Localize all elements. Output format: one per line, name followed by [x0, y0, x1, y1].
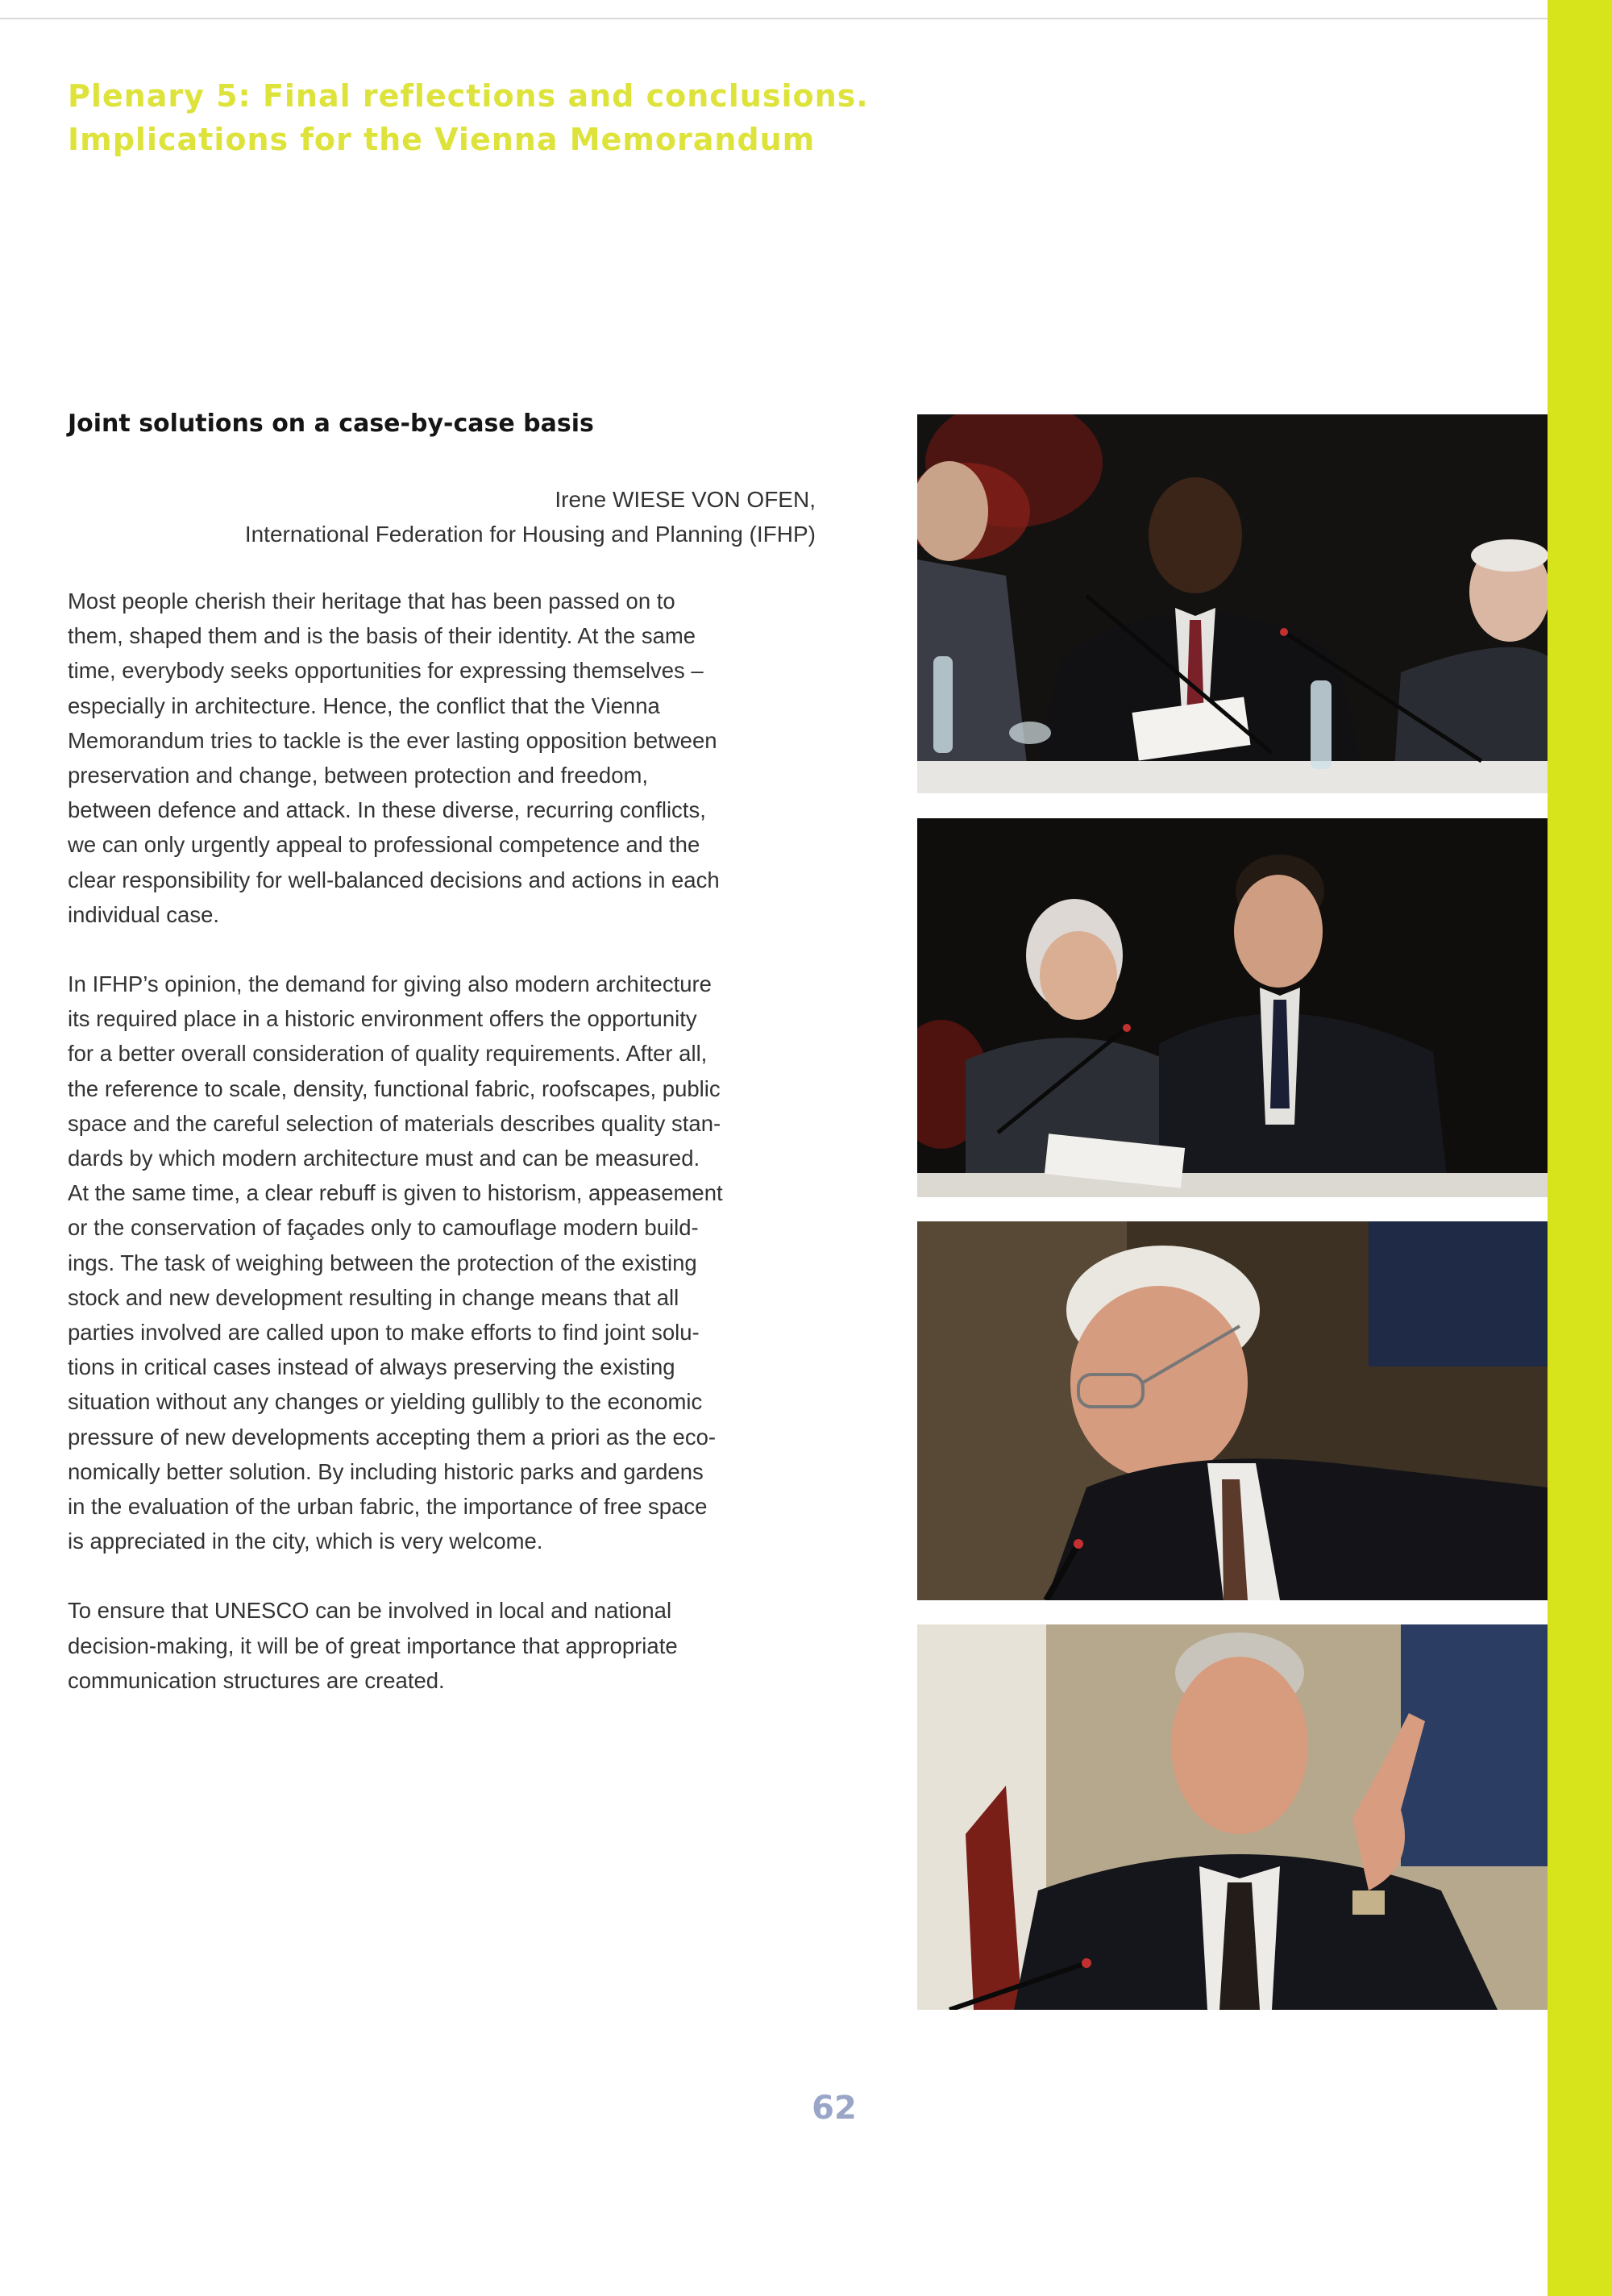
text-line: At the same time, a clear rebuff is given to historism, appeasement	[68, 1180, 723, 1206]
text-line: especially in architecture. Hence, the conflict that the Vienna	[68, 693, 660, 718]
text-line: ings. The task of weighing between the protection of the existing	[68, 1250, 697, 1275]
paragraph	[68, 967, 825, 1558]
photo-speaker-gesturing	[917, 1624, 1548, 2010]
text-line: clear responsibility for well-balanced decisions and actions in each	[68, 867, 720, 892]
top-rule	[0, 18, 1548, 19]
text-line: individual case.	[68, 901, 220, 927]
photo-illustration	[917, 1624, 1548, 2010]
text-line: Memorandum tries to tackle is the ever lasting opposition between	[68, 727, 717, 753]
text-line: communication structures are created.	[68, 1667, 445, 1693]
text-line: them, shaped them and is the basis of their identity. At the same	[68, 623, 696, 649]
photo-panel-speakers	[917, 414, 1548, 793]
heading-line: Implications for the Vienna Memorandum	[68, 122, 816, 157]
paragraph	[68, 1593, 825, 1698]
text-line: pressure of new developments accepting them a priori as the eco-	[68, 1424, 717, 1450]
text-line: in the evaluation of the urban fabric, the importance of free space	[68, 1494, 708, 1520]
photo-two-speakers	[917, 818, 1548, 1197]
paragraph	[68, 584, 825, 932]
text-line: is appreciated in the city, which is very welcome.	[68, 1529, 543, 1554]
text-line: or the conservation of façades only to camouflage modern build-	[68, 1215, 699, 1241]
page-heading	[68, 74, 874, 161]
text-line: time, everybody seeks opportunities for expressing themselves –	[68, 658, 704, 684]
text-line: nomically better solution. By including historic parks and gardens	[68, 1458, 704, 1484]
heading-line: Plenary 5: Final reflections and conclusions.	[68, 78, 869, 114]
text-line: preservation and change, between protection and freedom,	[68, 763, 649, 788]
author-block	[68, 482, 816, 551]
text-line: stock and new development resulting in change means that all	[68, 1284, 679, 1310]
text-line: space and the careful selection of materials describes quality stan-	[68, 1110, 721, 1136]
text-line: between defence and attack. In these diverse, recurring conflicts,	[68, 797, 706, 823]
accent-side-bar	[1548, 0, 1612, 2296]
text-line: for a better overall consideration of quality requirements. After all,	[68, 1041, 708, 1067]
text-line: In IFHP’s opinion, the demand for giving also modern architecture	[68, 971, 712, 997]
text-line: tions in critical cases instead of always preserving the existing	[68, 1354, 675, 1380]
photo-illustration	[917, 1221, 1548, 1600]
section-title: Joint solutions on a case-by-case basis	[68, 410, 594, 438]
text-line: situation without any changes or yielding gullibly to the economic	[68, 1389, 703, 1415]
text-line: we can only urgently appeal to professional competence and the	[68, 832, 700, 858]
author-name: Irene WIESE VON OFEN,	[555, 487, 816, 512]
photo-illustration	[917, 818, 1548, 1197]
text-line: the reference to scale, density, functional fabric, roofscapes, public	[68, 1075, 721, 1101]
text-line: its required place in a historic environment offers the opportunity	[68, 1006, 697, 1032]
photo-speaker-reading	[917, 1221, 1548, 1600]
page-number: 62	[812, 2090, 857, 2127]
text-line: Most people cherish their heritage that has been passed on to	[68, 589, 675, 614]
text-line: To ensure that UNESCO can be involved in local and national	[68, 1598, 672, 1624]
photo-illustration	[917, 414, 1548, 793]
text-line: decision-making, it will be of great importance that appropriate	[68, 1633, 678, 1658]
text-line: dards by which modern architecture must and can be measured.	[68, 1146, 700, 1171]
article-body	[68, 584, 825, 1732]
text-line: parties involved are called upon to make efforts to find joint solu-	[68, 1320, 700, 1346]
author-affiliation: International Federation for Housing and Planning (IFHP)	[244, 522, 816, 547]
